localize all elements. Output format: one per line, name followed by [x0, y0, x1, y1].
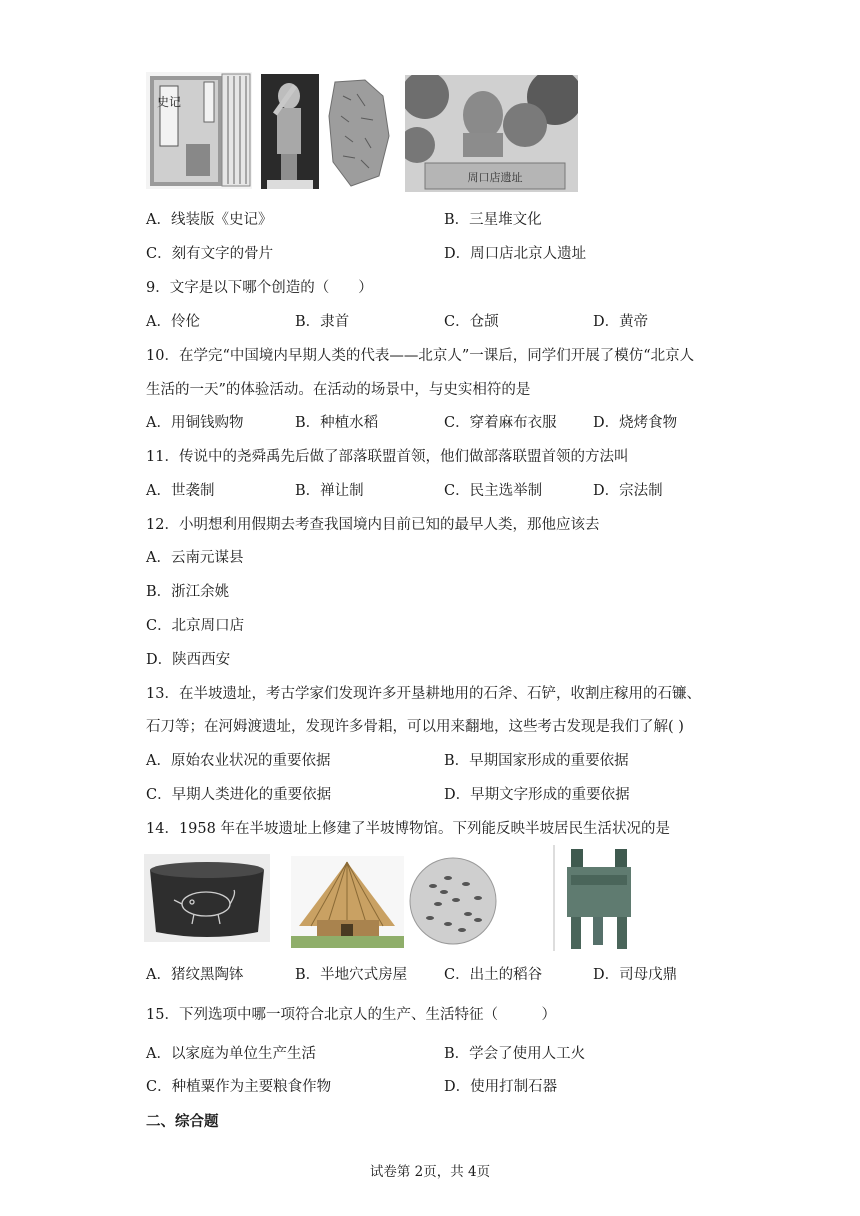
option-letter: B． [146, 584, 172, 600]
q10-option-a [146, 411, 243, 432]
q13-stem-line2: 石刀等；在河姆渡遗址，发现许多骨耜，可以用来翻地，这些考古发现是我们了解( ) [146, 719, 684, 735]
q9-option-c [444, 310, 499, 331]
option-text: 云南元谋县 [170, 550, 244, 566]
q12-option-c [146, 614, 244, 635]
option-letter: B． [295, 483, 321, 499]
image-unearthed-rice [408, 856, 498, 946]
option-letter: D． [444, 1079, 471, 1095]
option-text: 线装版《史记》 [170, 212, 273, 228]
q9-option-a [146, 310, 200, 331]
option-letter: D． [593, 967, 620, 983]
q12-option-d [146, 648, 230, 669]
option-text: 学会了使用人工火 [469, 1046, 586, 1062]
q8-option-a [146, 208, 272, 229]
option-letter: A． [146, 314, 171, 330]
option-text: 以家庭为单位生产生活 [170, 1046, 316, 1062]
option-letter: D． [593, 314, 620, 330]
option-text: 使用打制石器 [470, 1079, 558, 1095]
option-text: 半地穴式房屋 [320, 967, 408, 983]
option-letter: C． [444, 967, 470, 983]
q14-option-b [295, 963, 407, 984]
q10-stem-line1: 10．在学完“中国境内早期人类的代表——北京人”一课后，同学们开展了模仿“北京人 [146, 348, 695, 364]
option-text: 仓颉 [469, 314, 499, 330]
option-text: 禅让制 [320, 483, 364, 499]
q13-option-b [444, 749, 629, 770]
option-letter: C． [146, 618, 172, 634]
section-title: 二、综合题 [146, 1113, 219, 1130]
option-letter: A． [146, 753, 171, 769]
image-oracle-bone [321, 76, 394, 189]
svg-text:史记: 史记 [156, 95, 182, 109]
option-text: 宗法制 [619, 483, 663, 499]
option-text: 隶首 [320, 314, 350, 330]
svg-text:周口店遗址: 周口店遗址 [467, 171, 523, 184]
option-letter: D． [444, 787, 471, 803]
option-text: 三星堆文化 [469, 212, 542, 228]
q13-option-c [146, 783, 331, 804]
q15-option-d [444, 1075, 557, 1096]
option-text: 陕西西安 [172, 652, 231, 668]
option-letter: D． [444, 246, 471, 262]
image-simuwu-ding [553, 845, 645, 951]
option-text: 出土的稻谷 [469, 967, 543, 983]
q9-stem: 9．文字是以下哪个创造的（ ） [146, 280, 373, 296]
option-text: 司母戊鼎 [619, 967, 678, 983]
option-text: 穿着麻布衣服 [469, 415, 557, 431]
option-letter: C． [146, 787, 172, 803]
q14-stem: 14．1958 年在半坡遗址上修建了半坡博物馆。下列能反映半坡居民生活状况的是 [146, 821, 670, 837]
option-text: 种植水稻 [320, 415, 379, 431]
q9-option-b [295, 310, 349, 331]
q12-option-b [146, 580, 229, 601]
q12-option-a [146, 546, 243, 567]
option-letter: D． [593, 483, 620, 499]
option-letter: A． [146, 212, 171, 228]
option-letter: A． [146, 967, 171, 983]
option-letter: B． [444, 1046, 470, 1062]
q11-option-a [146, 479, 214, 500]
q9-option-d [593, 310, 648, 331]
option-text: 浙江余姚 [171, 584, 230, 600]
q10-stem-line2: 生活的一天”的体验活动。在活动的场景中，与史实相符的是 [146, 382, 531, 398]
option-text: 原始农业状况的重要依据 [170, 753, 331, 769]
image-sanxingdui-statue [261, 74, 319, 189]
option-text: 世袭制 [170, 483, 215, 499]
option-text: 黄帝 [619, 314, 649, 330]
image-shiji-book [146, 72, 252, 189]
q8-option-c [146, 242, 273, 263]
q14-option-d [593, 963, 677, 984]
option-letter: D． [146, 652, 173, 668]
q10-option-b [295, 411, 378, 432]
q14-option-c [444, 963, 542, 984]
option-text: 伶伦 [170, 314, 200, 330]
q10-option-c [444, 411, 557, 432]
image-semi-subterranean-house [291, 856, 404, 948]
page-footer: 试卷第 2页，共 4页 [369, 1164, 491, 1180]
option-text: 周口店北京人遗址 [470, 246, 587, 262]
option-letter: C． [444, 314, 470, 330]
option-letter: A． [146, 550, 171, 566]
option-text: 猪纹黑陶钵 [170, 967, 244, 983]
option-text: 用铜钱购物 [170, 415, 244, 431]
q11-stem: 11．传说中的尧舜禹先后做了部落联盟首领，他们做部落联盟首领的方法叫 [146, 449, 629, 465]
option-letter: B． [295, 415, 321, 431]
q12-stem: 12．小明想利用假期去考查我国境内目前已知的最早人类，那他应该去 [146, 517, 600, 533]
q8-option-d [444, 242, 586, 263]
option-text: 种植粟作为主要粮食作物 [171, 1079, 332, 1095]
q13-option-d [444, 783, 630, 804]
q14-option-a [146, 963, 243, 984]
option-text: 刻有文字的骨片 [171, 246, 274, 262]
option-letter: B． [295, 967, 321, 983]
q15-option-b [444, 1042, 585, 1063]
q10-option-d [593, 411, 677, 432]
q15-option-c [146, 1075, 331, 1096]
option-letter: A． [146, 483, 171, 499]
option-letter: C． [146, 246, 172, 262]
option-letter: D． [593, 415, 620, 431]
option-text: 早期国家形成的重要依据 [469, 753, 629, 769]
option-text: 民主选举制 [469, 483, 543, 499]
option-letter: A． [146, 415, 171, 431]
option-letter: A． [146, 1046, 171, 1062]
q13-stem-line1: 13．在半坡遗址，考古学家们发现许多开垦耕地用的石斧、石铲，收割庄稼用的石镰、 [146, 686, 701, 702]
q11-option-d [593, 479, 663, 500]
option-text: 北京周口店 [171, 618, 245, 634]
option-letter: C． [146, 1079, 172, 1095]
q15-stem: 15．下列选项中哪一项符合北京人的生产、生活特征（ ） [146, 1007, 556, 1023]
image-pig-pattern-pottery [144, 854, 270, 942]
image-zhoukoudian-site [405, 75, 578, 192]
option-letter: C． [444, 483, 470, 499]
option-letter: B． [444, 753, 470, 769]
q11-option-b [295, 479, 364, 500]
q15-option-a [146, 1042, 316, 1063]
option-letter: C． [444, 415, 470, 431]
option-text: 早期人类进化的重要依据 [171, 787, 332, 803]
option-text: 烧烤食物 [619, 415, 678, 431]
option-letter: B． [295, 314, 321, 330]
option-text: 早期文字形成的重要依据 [470, 787, 630, 803]
q13-option-a [146, 749, 330, 770]
option-letter: B． [444, 212, 470, 228]
q8-option-b [444, 208, 542, 229]
q11-option-c [444, 479, 542, 500]
